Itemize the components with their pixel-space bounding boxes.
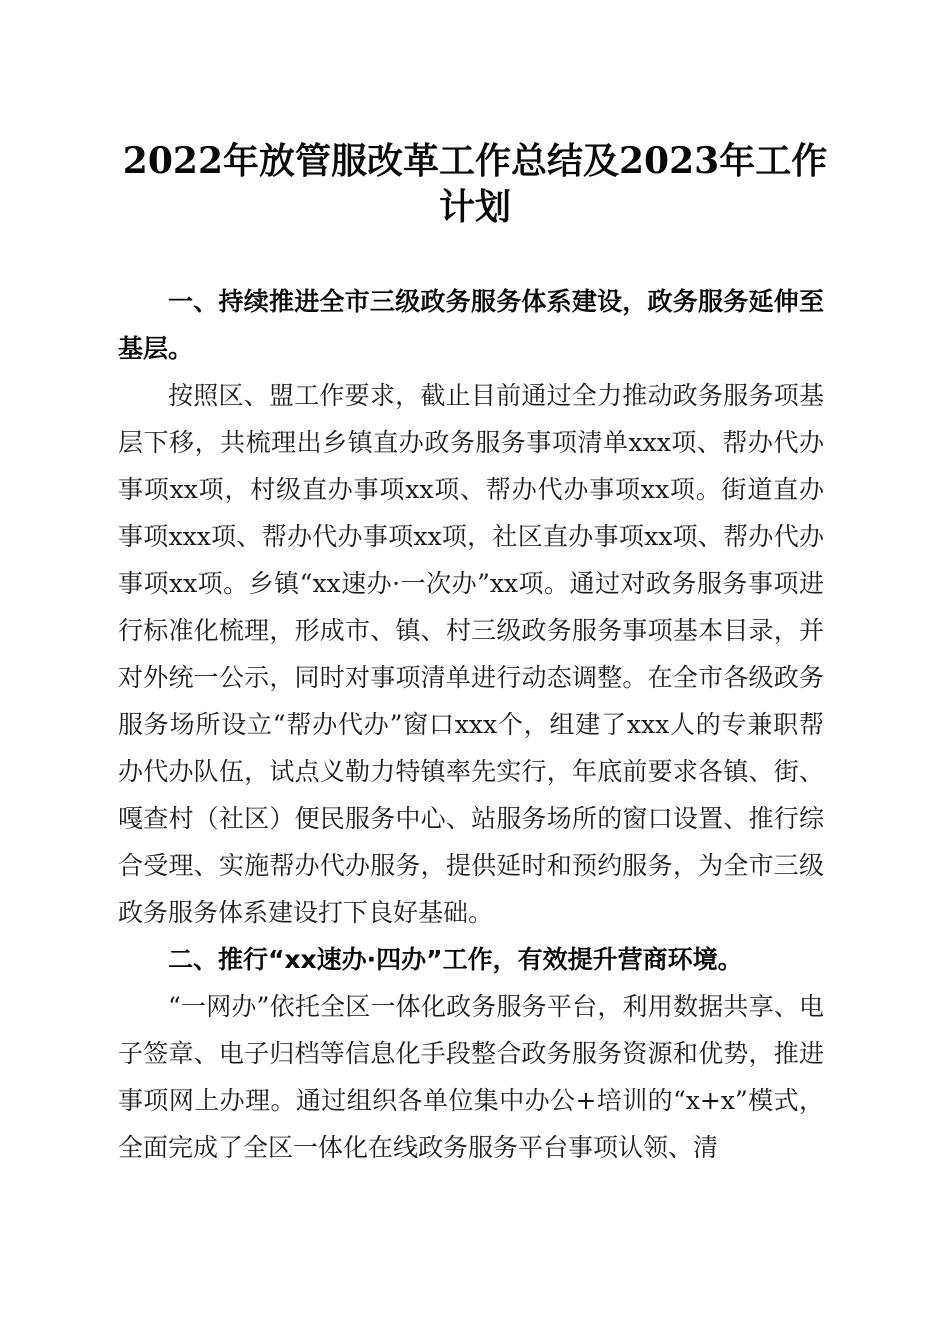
section-heading-1: 一、持续推进全市三级政务服务体系建设，政务服务延伸至基层。 [118, 287, 824, 363]
section-paragraph-2: “一网办”依托全区一体化政务服务平台，利用数据共享、电子签章、电子归档等信息化手段整合政务服务资源和优势，推进事项网上办理。通过组织各单位集中办公+培训的“x+x”模式，全面完成了全区一体化在线政务服务平台事项认领、清 [118, 992, 824, 1162]
document-title: 2022年放管服改革工作总结及2023年工作计划 [122, 140, 828, 228]
document-body [118, 278, 824, 1171]
section-heading-2: 二、推行“xx速办·四办”工作，有效提升营商环境。 [168, 945, 743, 974]
section-paragraph-1: 按照区、盟工作要求，截止目前通过全力推动政务服务项基层下移，共梳理出乡镇直办政务服务事项清单xxx项、帮办代办事项xx项，村级直办事项xx项、帮办代办事项xx项。街道直办事项xxx项、帮办代办事项xx项，社区直办事项xx项、帮办代办事项xx项。乡镇“xx速办·一次办”xx项。通过对政务服务事项进行标准化梳理，形成市、镇、村三级政务服务事项基本目录，并对外统一公示，同时对事项清单进行动态调整。在全市各级政务服务场所设立“帮办代办”窗口xxx个，组建了xxx人的专兼职帮办代办队伍，试点义勒力特镇率先实行，年底前要求各镇、街、嘎查村（社区）便民服务中心、站服务场所的窗口设置、推行综合受理、实施帮办代办服务，提供延时和预约服务，为全市三级政务服务体系建设打下良好基础。 [118, 381, 824, 927]
